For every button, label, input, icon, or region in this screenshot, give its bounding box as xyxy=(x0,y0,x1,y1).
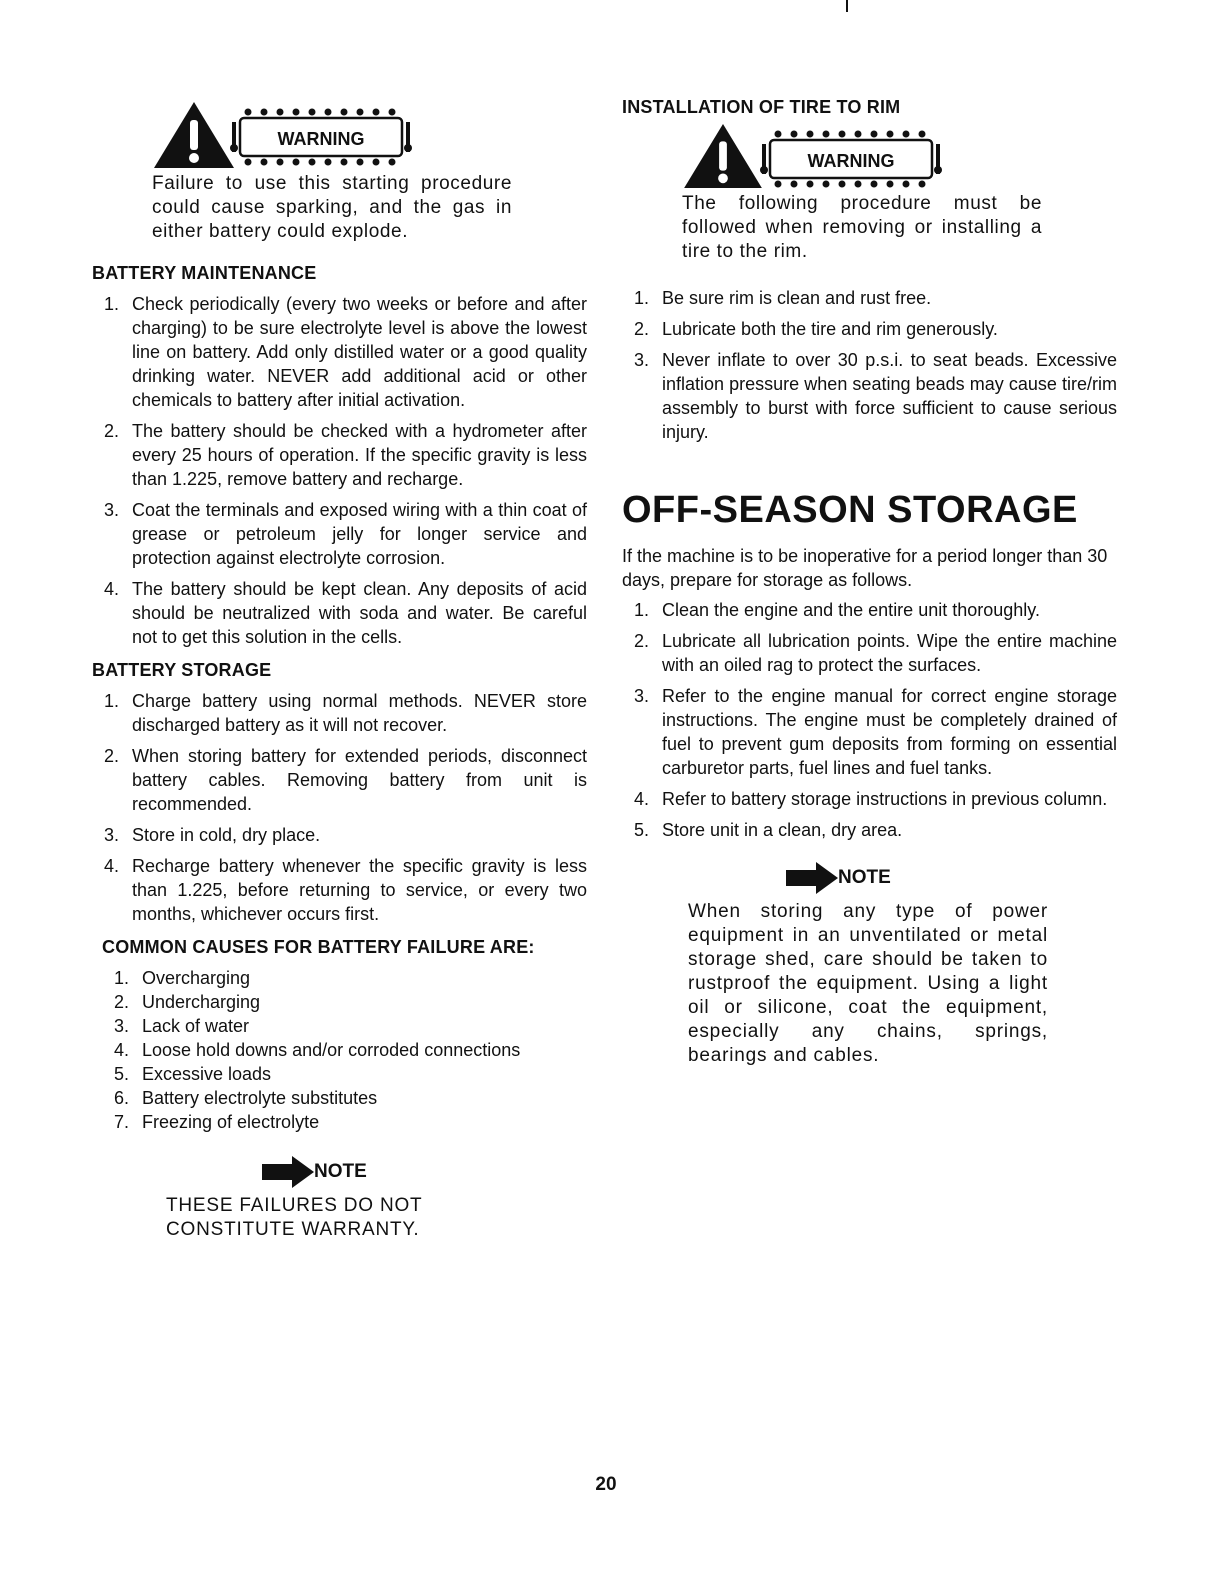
warning-badge xyxy=(226,108,416,166)
list-item: 2. Lubricate all lubrication points. Wipe the entire machine with an oiled rag to protect the surfaces. xyxy=(634,631,1117,675)
list-item: 3. Never inflate to over 30 p.s.i. to seat beads. Excessive inflation pressure when seating beads may cause tire/rim assembly to burst with force sufficient to cause serious injury. xyxy=(634,350,1117,442)
list-item: 1. Be sure rim is clean and rust free. xyxy=(634,288,932,308)
tire-install-list xyxy=(622,286,1117,444)
failure-causes-title: COMMON CAUSES FOR BATTERY FAILURE ARE: xyxy=(102,937,535,957)
list-item: 1. Charge battery using normal methods. NEVER store discharged battery as it will not recover. xyxy=(104,691,587,735)
warning-badge xyxy=(756,130,946,188)
battery-maintenance-title: BATTERY MAINTENANCE xyxy=(92,263,317,283)
list-item: 2. When storing battery for extended periods, disconnect battery cables. Removing battery from unit is recommended. xyxy=(104,746,587,814)
off-season-list xyxy=(622,598,1117,842)
left-column xyxy=(92,100,587,1242)
warning-triangle-icon xyxy=(682,122,764,190)
list-item: 4. The battery should be kept clean. Any deposits of acid should be neutralized with soda and water. Be careful not to get this solution in the cells. xyxy=(104,579,587,647)
list-item: 3. Store in cold, dry place. xyxy=(104,825,321,845)
note-text: When storing any type of power equipment in an unventilated or metal storage shed, care should be taken to rustproof the equipment. Using a light oil or silicone, coat the equipment, especially any chains, springs, bearings and cables. xyxy=(688,901,1048,1066)
battery-note xyxy=(166,1154,536,1242)
warning-text: The following procedure must be followed when removing or installing a tire to the rim. xyxy=(682,193,1042,262)
list-item: 3. Refer to the engine manual for correct engine storage instructions. The engine must be completely drained of fuel to prevent gum deposits from forming on essential carburetor parts, fuel lines and fuel tanks. xyxy=(634,686,1117,778)
note-label: NOTE xyxy=(314,1161,367,1182)
list-item: 4. Loose hold downs and/or corroded connections xyxy=(114,1040,521,1060)
list-item: 3. Coat the terminals and exposed wiring with a thin coat of grease or petroleum jelly for longer service and protection against electrolyte corrosion. xyxy=(104,500,587,568)
list-item: 6. Battery electrolyte substitutes xyxy=(114,1088,378,1108)
page-number: 20 xyxy=(595,1474,617,1495)
battery-storage-list xyxy=(92,689,587,926)
tire-install-title: INSTALLATION OF TIRE TO RIM xyxy=(622,97,901,117)
warning-badge-label: WARNING xyxy=(807,151,895,171)
warning-text: Failure to use this starting procedure could cause sparking, and the gas in either battery could explode. xyxy=(152,173,512,242)
warning-triangle-icon xyxy=(152,100,236,170)
list-item: 2. Undercharging xyxy=(114,992,261,1012)
tire-warning xyxy=(682,122,1082,264)
list-item: 7. Freezing of electrolyte xyxy=(114,1112,320,1132)
note-label: NOTE xyxy=(838,867,891,888)
list-item: 5. Store unit in a clean, dry area. xyxy=(634,820,903,840)
top-margin-mark xyxy=(846,0,848,12)
list-item: 5. Excessive loads xyxy=(114,1064,272,1084)
battery-maintenance-list xyxy=(92,292,587,649)
storage-note xyxy=(688,860,1048,1068)
note-arrow-icon xyxy=(262,1156,314,1188)
failure-causes-list xyxy=(92,966,587,1134)
list-item: 1. Overcharging xyxy=(114,968,251,988)
list-item: 1. Clean the engine and the entire unit thoroughly. xyxy=(634,600,1040,620)
off-season-intro: If the machine is to be inoperative for a period longer than 30 days, prepare for storage as follows. xyxy=(622,546,1108,590)
list-item: 2. The battery should be checked with a hydrometer after every 25 hours of operation. If the specific gravity is less than 1.225, remove battery and recharge. xyxy=(104,421,587,489)
battery-warning xyxy=(152,100,572,244)
list-item: 1. Check periodically (every two weeks or before and after charging) to be sure electrolyte level is above the lowest line on battery. Add only distilled water or a good quality drinking water. NEVER add additional acid or other chemicals to battery after initial activation. xyxy=(104,294,587,410)
note-arrow-icon xyxy=(786,862,838,894)
note-text: THESE FAILURES DO NOT CONSTITUTE WARRANTY. xyxy=(166,1195,423,1240)
right-column xyxy=(622,92,1117,1068)
list-item: 2. Lubricate both the tire and rim generously. xyxy=(634,319,998,339)
list-item: 3. Lack of water xyxy=(114,1016,250,1036)
battery-storage-title: BATTERY STORAGE xyxy=(92,660,272,680)
off-season-title: OFF-SEASON STORAGE xyxy=(622,489,1078,531)
warning-badge-label: WARNING xyxy=(277,129,365,149)
list-item: 4. Refer to battery storage instructions in previous column. xyxy=(634,789,1108,809)
list-item: 4. Recharge battery whenever the specific gravity is less than 1.225, before returning to service, or every two months, whichever occurs first. xyxy=(104,856,587,924)
